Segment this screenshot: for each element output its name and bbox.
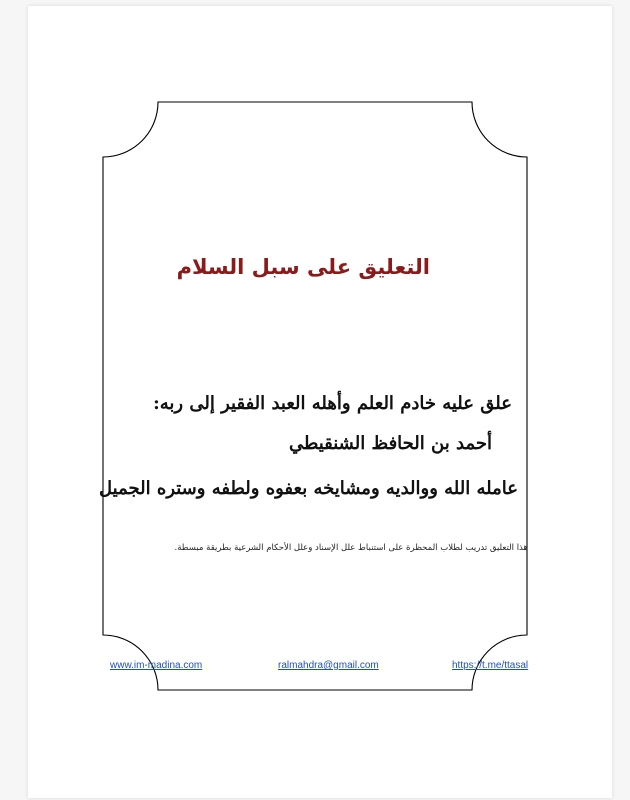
- website-link[interactable]: www.im-madina.com: [110, 660, 203, 671]
- description-note: هذا التعليق تدريب لطلاب المحظرة على استنباط علل الإسناد وعلل الأحكام الشرعية بطريقة مبسطة.: [174, 543, 528, 553]
- document-title: التعليق على سبل السلام: [176, 255, 430, 279]
- telegram-link[interactable]: https://t.me/ttasal: [452, 660, 529, 671]
- author-intro: علق عليه خادم العلم وأهله العبد الفقير إلى ربه:: [153, 393, 512, 414]
- author-name: أحمد بن الحافظ الشنقيطي: [288, 433, 492, 454]
- prayer-line: عامله الله ووالديه ومشايخه بعفوه ولطفه وستره الجميل: [99, 478, 518, 499]
- email-link[interactable]: ralmahdra@gmail.com: [278, 660, 379, 671]
